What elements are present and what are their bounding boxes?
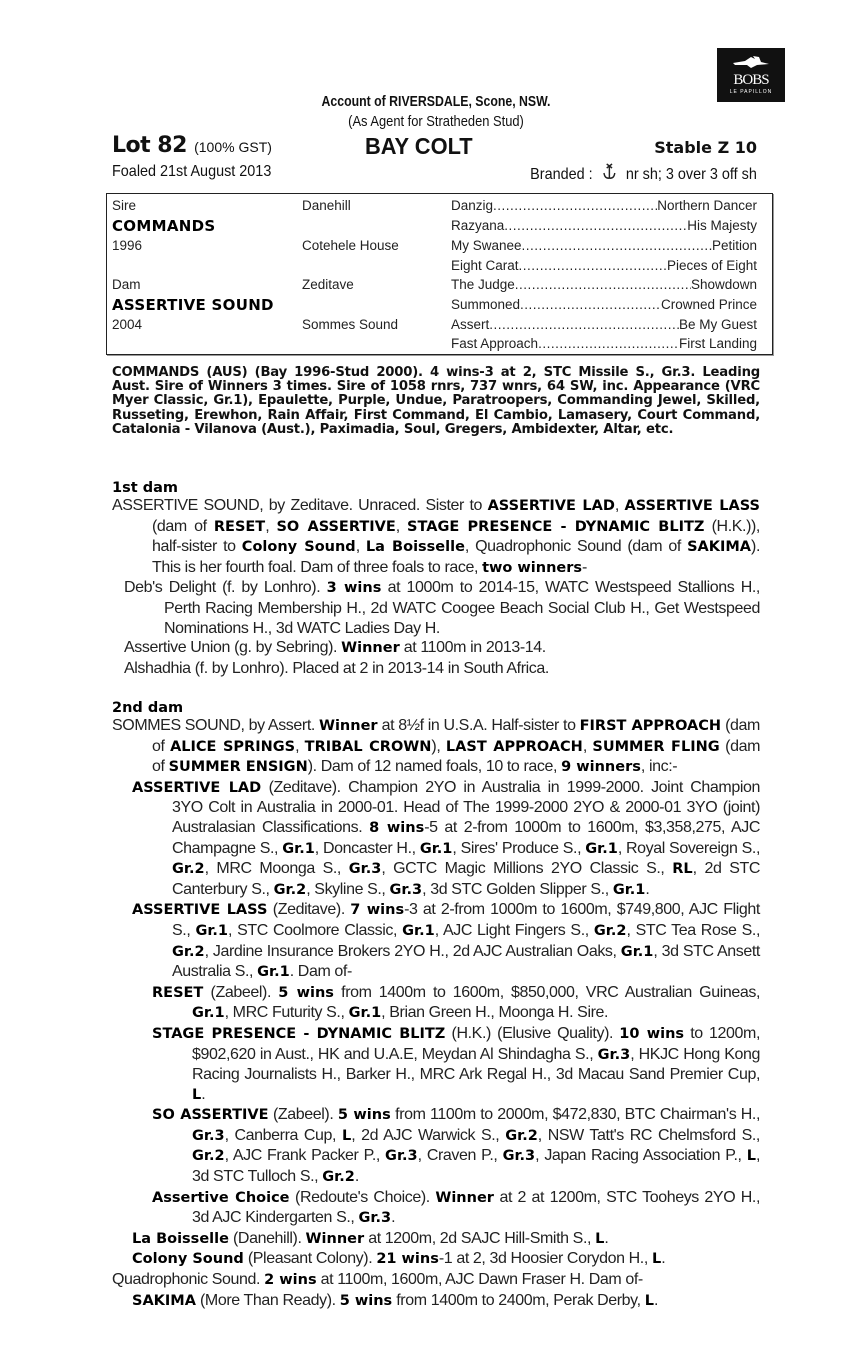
dam-year: 2004 bbox=[112, 317, 143, 332]
bold-run: Gr.1 bbox=[192, 1005, 225, 1022]
bold-run: Colony Sound bbox=[132, 1251, 244, 1268]
sire-name: COMMANDS bbox=[112, 217, 216, 235]
bold-run: Gr.1 bbox=[620, 943, 654, 960]
text-run: SOMMES SOUND, by Assert. bbox=[112, 717, 319, 734]
text-run: , bbox=[582, 737, 593, 755]
bold-run: Gr.1 bbox=[257, 964, 290, 981]
text-run: (Zabeel). bbox=[203, 983, 279, 1001]
text-run: at 1000m to 2014-15, WATC Westspeed Stallions H., Perth Racing Membership H., 2d WATC Coogee Beach Social Club H., Get Westspeed Nominations H., 3d WATC Ladies Day H. bbox=[164, 579, 760, 637]
text-run: ASSERTIVE SOUND, by Zeditave. Unraced. Sister to bbox=[112, 497, 488, 514]
ancestor-right: Showdown bbox=[690, 277, 757, 292]
text-run: . bbox=[653, 1291, 658, 1309]
ancestor-left: Assert bbox=[451, 317, 490, 332]
text-run: , 2d AJC Warwick S., bbox=[351, 1126, 506, 1144]
bold-run: Gr.2 bbox=[172, 943, 205, 960]
text-run: -3 at 2-from 1000m to 1600m, $749,800, AJC Flight S., bbox=[172, 901, 760, 939]
sire-year: 1996 bbox=[112, 238, 143, 253]
bold-run: 8 wins bbox=[369, 819, 425, 836]
text-run: from 1100m to 2000m, $472,830, BTC Chairman's H., bbox=[390, 1106, 760, 1124]
foal-entry bbox=[124, 578, 760, 638]
ancestor-row bbox=[451, 198, 757, 213]
progeny-entry bbox=[132, 778, 760, 901]
text-run: (Zabeel). bbox=[268, 1106, 338, 1124]
bold-run: Winner bbox=[318, 718, 378, 734]
text-run: Deb's Delight (f. by Lonhro). bbox=[124, 579, 327, 597]
progeny-entry bbox=[112, 1270, 760, 1291]
branded-label: Branded : bbox=[530, 166, 593, 183]
bold-run: Gr.2 bbox=[192, 1148, 225, 1165]
text-run: . bbox=[201, 1085, 206, 1103]
ancestor-right: Northern Dancer bbox=[657, 198, 757, 213]
first-dam-foals bbox=[112, 578, 760, 678]
text-run: , bbox=[265, 517, 277, 535]
sire-dam: Cotehele House bbox=[302, 238, 399, 253]
dam-name: ASSERTIVE SOUND bbox=[112, 296, 274, 314]
text-run: - bbox=[582, 558, 587, 576]
bold-run: ASSERTIVE LAD bbox=[487, 498, 615, 514]
bold-run: two winners bbox=[482, 559, 583, 576]
bold-run: Gr.3 bbox=[389, 881, 423, 898]
bold-run: ASSERTIVE LASS bbox=[132, 902, 268, 919]
logo-name: BOBS bbox=[733, 72, 769, 88]
text-run: . bbox=[604, 1229, 609, 1247]
bold-run: Winner bbox=[305, 1230, 365, 1247]
vendor-agent: (As Agent for Stratheden Stud) bbox=[348, 113, 524, 130]
progeny-entry bbox=[152, 983, 760, 1024]
horse-description: BAY COLT bbox=[365, 133, 473, 159]
bold-run: La Boisselle bbox=[132, 1230, 229, 1247]
text-run: Alshadhia (f. by Lonhro). Placed at 2 in 2013-14 in South Africa. bbox=[124, 659, 549, 677]
progeny-entry bbox=[152, 1188, 760, 1229]
text-run: (Zeditave). Champion 2YO in Australia in 1999-2000. Joint Champion 3YO Colt in Australia in 2000-01. Head of The 1999-2000 2YO & 2000-01 3YO (joint) Australasian Classifications. bbox=[172, 778, 760, 836]
text-run: ), bbox=[431, 737, 446, 755]
progeny-entry bbox=[132, 1291, 760, 1312]
bold-run: Gr.1 bbox=[402, 922, 435, 939]
text-run: , 3d STC Tulloch S., bbox=[192, 1147, 760, 1186]
ancestor-right: Pieces of Eight bbox=[666, 258, 757, 273]
progeny-entry bbox=[132, 1229, 760, 1250]
bold-run: 5 wins bbox=[339, 1292, 393, 1309]
ancestor-row bbox=[451, 317, 757, 332]
text-run: at 1100m, 1600m, AJC Dawn Fraser H. Dam of- bbox=[316, 1271, 643, 1289]
progeny-entry bbox=[132, 1249, 760, 1270]
bold-run: 5 wins bbox=[278, 984, 334, 1001]
text-run: , Craven P., bbox=[417, 1147, 503, 1165]
bold-run: Gr.2 bbox=[172, 861, 205, 878]
text-run: from 1400m to 2400m, Perak Derby, bbox=[392, 1291, 645, 1309]
bold-run: SO ASSERTIVE bbox=[276, 518, 396, 535]
bold-run: Gr.2 bbox=[273, 881, 307, 898]
text-run: , 3d STC Golden Slipper S., bbox=[422, 880, 613, 898]
text-run: , STC Tea Rose S., bbox=[626, 921, 760, 939]
text-run: , HKJC Hong Kong Racing Journalists H., Barker H., MRC Ark Regal H., 3d Macau Sand Premier Cup, bbox=[192, 1045, 760, 1084]
text-run: . Dam of- bbox=[289, 963, 352, 981]
text-run: , Doncaster H., bbox=[314, 839, 420, 857]
bold-run: Gr.2 bbox=[505, 1127, 538, 1144]
bold-run: 21 wins bbox=[376, 1251, 439, 1268]
bold-run: 7 wins bbox=[350, 902, 405, 919]
bold-run: Winner bbox=[435, 1189, 494, 1206]
bold-run: RL bbox=[672, 861, 693, 878]
dam-label: Dam bbox=[112, 277, 141, 292]
bold-run: RESET bbox=[213, 518, 266, 535]
text-run: (H.K.) (Elusive Quality). bbox=[445, 1024, 620, 1042]
bold-run: Gr.3 bbox=[348, 861, 382, 878]
text-run: ). This is her fourth foal. Dam of three foals to race, bbox=[152, 538, 761, 576]
text-run: Quadrophonic Sound. bbox=[112, 1271, 265, 1289]
ancestor-left: Fast Approach bbox=[451, 336, 539, 351]
ancestor-left: Razyana bbox=[451, 218, 505, 233]
brand-info bbox=[530, 163, 757, 184]
bold-run: Gr.3 bbox=[597, 1046, 631, 1063]
text-run: , Quadrophonic Sound (dam of bbox=[464, 538, 688, 556]
text-run: (Redoute's Choice). bbox=[289, 1188, 436, 1206]
bold-run: STAGE PRESENCE - DYNAMIC BLITZ bbox=[407, 518, 705, 535]
text-run: , Royal Sovereign S., bbox=[617, 839, 760, 857]
text-run: (dam of bbox=[152, 517, 214, 535]
bold-run: L bbox=[746, 1148, 756, 1165]
pedigree-table bbox=[106, 193, 773, 355]
progeny-entry bbox=[152, 1105, 760, 1187]
bold-run: FIRST APPROACH bbox=[579, 718, 722, 734]
text-run: , MRC Futurity S., bbox=[224, 1004, 349, 1022]
bold-run: Gr.1 bbox=[585, 840, 618, 857]
bold-run: LAST APPROACH bbox=[445, 738, 583, 755]
text-run: (dam of bbox=[152, 717, 760, 755]
text-run: ). Dam of 12 named foals, 10 to race, bbox=[307, 758, 562, 776]
vendor-account: Account of RIVERSDALE, Scone, NSW. bbox=[321, 93, 551, 110]
bird-logo-icon bbox=[731, 54, 771, 70]
bold-run: 3 wins bbox=[326, 580, 382, 597]
text-run: -5 at 2-from 1000m to 1600m, $3,358,275, AJC Champagne S., bbox=[172, 818, 760, 857]
text-run: , Sires' Produce S., bbox=[452, 839, 586, 857]
ancestor-left: Eight Carat bbox=[451, 258, 519, 273]
leader-dots bbox=[504, 218, 687, 233]
text-run: , GCTC Magic Millions 2YO Classic S., bbox=[381, 860, 673, 878]
text-run: at 2 at 1200m, STC Tooheys 2YO H., 3d AJC Kindergarten S., bbox=[192, 1188, 761, 1227]
leader-dots bbox=[519, 258, 667, 273]
bold-run: Gr.3 bbox=[502, 1148, 536, 1165]
text-run: , STC Coolmore Classic, bbox=[228, 921, 403, 939]
dam-dam: Sommes Sound bbox=[302, 317, 399, 332]
text-run: (Danehill). bbox=[228, 1229, 306, 1247]
ancestor-row bbox=[451, 297, 757, 312]
lot-number bbox=[112, 133, 272, 158]
ancestor-right: Be My Guest bbox=[678, 317, 757, 332]
first-dam-intro bbox=[112, 496, 760, 578]
text-run: at 8½f in U.S.A. Half-sister to bbox=[377, 717, 580, 734]
bold-run: 9 winners bbox=[561, 759, 641, 776]
text-run: (More Than Ready). bbox=[195, 1291, 340, 1309]
bold-run: L bbox=[651, 1251, 662, 1268]
ancestor-row bbox=[451, 218, 757, 233]
bold-run: Gr.1 bbox=[612, 881, 646, 898]
text-run: , AJC Frank Packer P., bbox=[224, 1147, 386, 1165]
bold-run: 5 wins bbox=[337, 1107, 391, 1124]
text-run: at 1100m in 2013-14. bbox=[399, 639, 546, 657]
ancestor-right: Crowned Prince bbox=[660, 297, 757, 312]
ancestor-left: Danzig bbox=[451, 198, 494, 213]
logo-subtitle: LE PAPILLON bbox=[729, 89, 773, 95]
text-run: , bbox=[614, 497, 625, 514]
text-run: , MRC Moonga S., bbox=[204, 860, 349, 878]
sire-sire: Danehill bbox=[302, 198, 351, 213]
second-dam-heading: 2nd dam bbox=[112, 700, 184, 716]
bold-run: RESET bbox=[152, 984, 204, 1001]
text-run: , 3d STC Ansett Australia S., bbox=[172, 942, 760, 981]
leader-dots bbox=[522, 238, 712, 253]
ancestor-left: Summoned bbox=[451, 297, 521, 312]
lot-label: Lot 82 bbox=[112, 133, 187, 158]
bold-run: Gr.3 bbox=[358, 1210, 392, 1227]
bold-run: Gr.3 bbox=[385, 1148, 418, 1165]
second-dam-intro bbox=[112, 716, 760, 778]
stable-location: Stable Z 10 bbox=[654, 138, 757, 157]
text-run: , bbox=[295, 737, 305, 755]
text-run: , inc:- bbox=[640, 758, 678, 776]
bold-run: ALICE SPRINGS bbox=[170, 738, 296, 755]
bold-run: SO ASSERTIVE bbox=[152, 1107, 269, 1124]
bold-run: SUMMER ENSIGN bbox=[168, 759, 308, 776]
bold-run: ASSERTIVE LAD bbox=[132, 779, 262, 796]
text-run: , Skyline S., bbox=[306, 880, 390, 898]
leader-dots bbox=[538, 336, 679, 351]
text-run: , bbox=[355, 538, 366, 556]
dam-sire: Zeditave bbox=[302, 277, 354, 292]
bold-run: L bbox=[595, 1230, 605, 1247]
text-run: , Brian Green H., Moonga H. Sire. bbox=[381, 1004, 609, 1022]
leader-dots bbox=[489, 317, 679, 332]
bold-run: Assertive Choice bbox=[152, 1189, 290, 1206]
first-dam-heading: 1st dam bbox=[112, 480, 178, 496]
text-run: Assertive Union (g. by Sebring). bbox=[124, 639, 342, 657]
second-dam-progeny bbox=[112, 778, 760, 1311]
foal-entry bbox=[124, 638, 760, 659]
progeny-entry bbox=[152, 1024, 760, 1105]
sire-summary: COMMANDS (AUS) (Bay 1996-Stud 2000). 4 wins-3 at 2, STC Missile S., Gr.3. Leading Aust. Sire of Winners 3 times. Sire of 1058 rnrs, 737 wnrs, 64 SW, inc. Appearance (VRC Myer Classic, Gr.1), Epaulette, Purple, Undue, Paratroopers, Commanding Jewel, Skilled, Russeting, Erewhon, Rain Affair, First Command, El Cambio, Lamasery, Court Command, Catalonia - Vilanova (Aust.), Paximadia, Soul, Gregers, Ambidexter, Altar, etc. bbox=[112, 365, 760, 437]
second-dam-section bbox=[112, 700, 760, 1311]
brand-mark-icon bbox=[602, 163, 616, 181]
bold-run: ASSERTIVE LASS bbox=[624, 498, 760, 514]
ancestor-right: First Landing bbox=[678, 336, 757, 351]
ancestor-row bbox=[451, 277, 757, 292]
bold-run: TRIBAL CROWN bbox=[304, 738, 432, 755]
leader-dots bbox=[515, 277, 691, 292]
text-run: (Pleasant Colony). bbox=[243, 1250, 377, 1268]
bold-run: 10 wins bbox=[619, 1025, 685, 1042]
bold-run: SUMMER FLING bbox=[592, 738, 720, 755]
bold-run: 2 wins bbox=[264, 1272, 317, 1289]
text-run: , Jardine Insurance Brokers 2YO H., 2d AJC Australian Oaks, bbox=[204, 942, 621, 960]
text-run: . bbox=[661, 1250, 666, 1268]
text-run: (Zeditave). bbox=[267, 901, 351, 919]
bold-run: Gr.2 bbox=[322, 1169, 355, 1186]
ancestor-right: His Majesty bbox=[687, 218, 757, 233]
bold-run: SAKIMA bbox=[687, 539, 752, 556]
ancestor-left: The Judge bbox=[451, 277, 515, 292]
text-run: , Japan Racing Association P., bbox=[535, 1147, 747, 1165]
text-run: . bbox=[391, 1209, 396, 1227]
branded-detail: nr sh; 3 over 3 off sh bbox=[625, 166, 757, 183]
bold-run: L bbox=[192, 1086, 202, 1103]
bold-run: Winner bbox=[341, 640, 400, 657]
bold-run: Colony Sound bbox=[241, 539, 356, 556]
text-run: to 1200m, $902,620 in Aust., HK and U.A.E, Meydan Al Shindagha S., bbox=[192, 1024, 761, 1063]
foal-entry bbox=[124, 659, 760, 679]
bold-run: Gr.1 bbox=[419, 840, 453, 857]
text-run: (dam of bbox=[152, 737, 761, 776]
text-run: from 1400m to 1600m, $850,000, VRC Australian Guineas, bbox=[333, 983, 760, 1001]
text-run: . bbox=[354, 1168, 359, 1186]
bold-run: Gr.1 bbox=[348, 1005, 382, 1022]
foaled-date: Foaled 21st August 2013 bbox=[112, 163, 272, 180]
bold-run: L bbox=[644, 1292, 654, 1309]
text-run: -1 at 2, 3d Hoosier Corydon H., bbox=[438, 1250, 652, 1268]
bold-run: STAGE PRESENCE - DYNAMIC BLITZ bbox=[152, 1025, 446, 1042]
ancestor-left: My Swanee bbox=[451, 238, 522, 253]
bold-run: Gr.3 bbox=[192, 1127, 225, 1144]
text-run: , bbox=[395, 517, 408, 535]
leader-dots bbox=[520, 297, 661, 312]
bold-run: L bbox=[341, 1127, 352, 1144]
ancestor-row bbox=[451, 258, 757, 273]
text-run: , 2d STC Canterbury S., bbox=[172, 860, 761, 898]
bold-run: Gr.2 bbox=[593, 922, 627, 939]
text-run: . bbox=[645, 880, 650, 898]
sire-label: Sire bbox=[112, 198, 137, 213]
ancestor-row bbox=[451, 238, 757, 253]
gst-note: (100% GST) bbox=[194, 139, 272, 155]
bold-run: La Boisselle bbox=[365, 539, 465, 556]
ancestor-row bbox=[451, 336, 757, 351]
progeny-entry bbox=[132, 900, 760, 982]
bold-run: SAKIMA bbox=[132, 1292, 196, 1309]
text-run: at 1200m, 2d SAJC Hill-Smith S., bbox=[364, 1229, 596, 1247]
ancestor-right: Petition bbox=[711, 238, 757, 253]
text-run: , AJC Light Fingers S., bbox=[434, 921, 594, 939]
first-dam-section bbox=[112, 480, 760, 678]
text-run: , NSW Tatt's RC Chelmsford S., bbox=[537, 1126, 760, 1144]
bold-run: Gr.1 bbox=[282, 840, 315, 857]
leader-dots bbox=[493, 198, 657, 213]
bold-run: Gr.1 bbox=[195, 922, 229, 939]
text-run: , Canberra Cup, bbox=[224, 1126, 342, 1144]
text-run: (H.K.)), half-sister to bbox=[152, 517, 760, 556]
